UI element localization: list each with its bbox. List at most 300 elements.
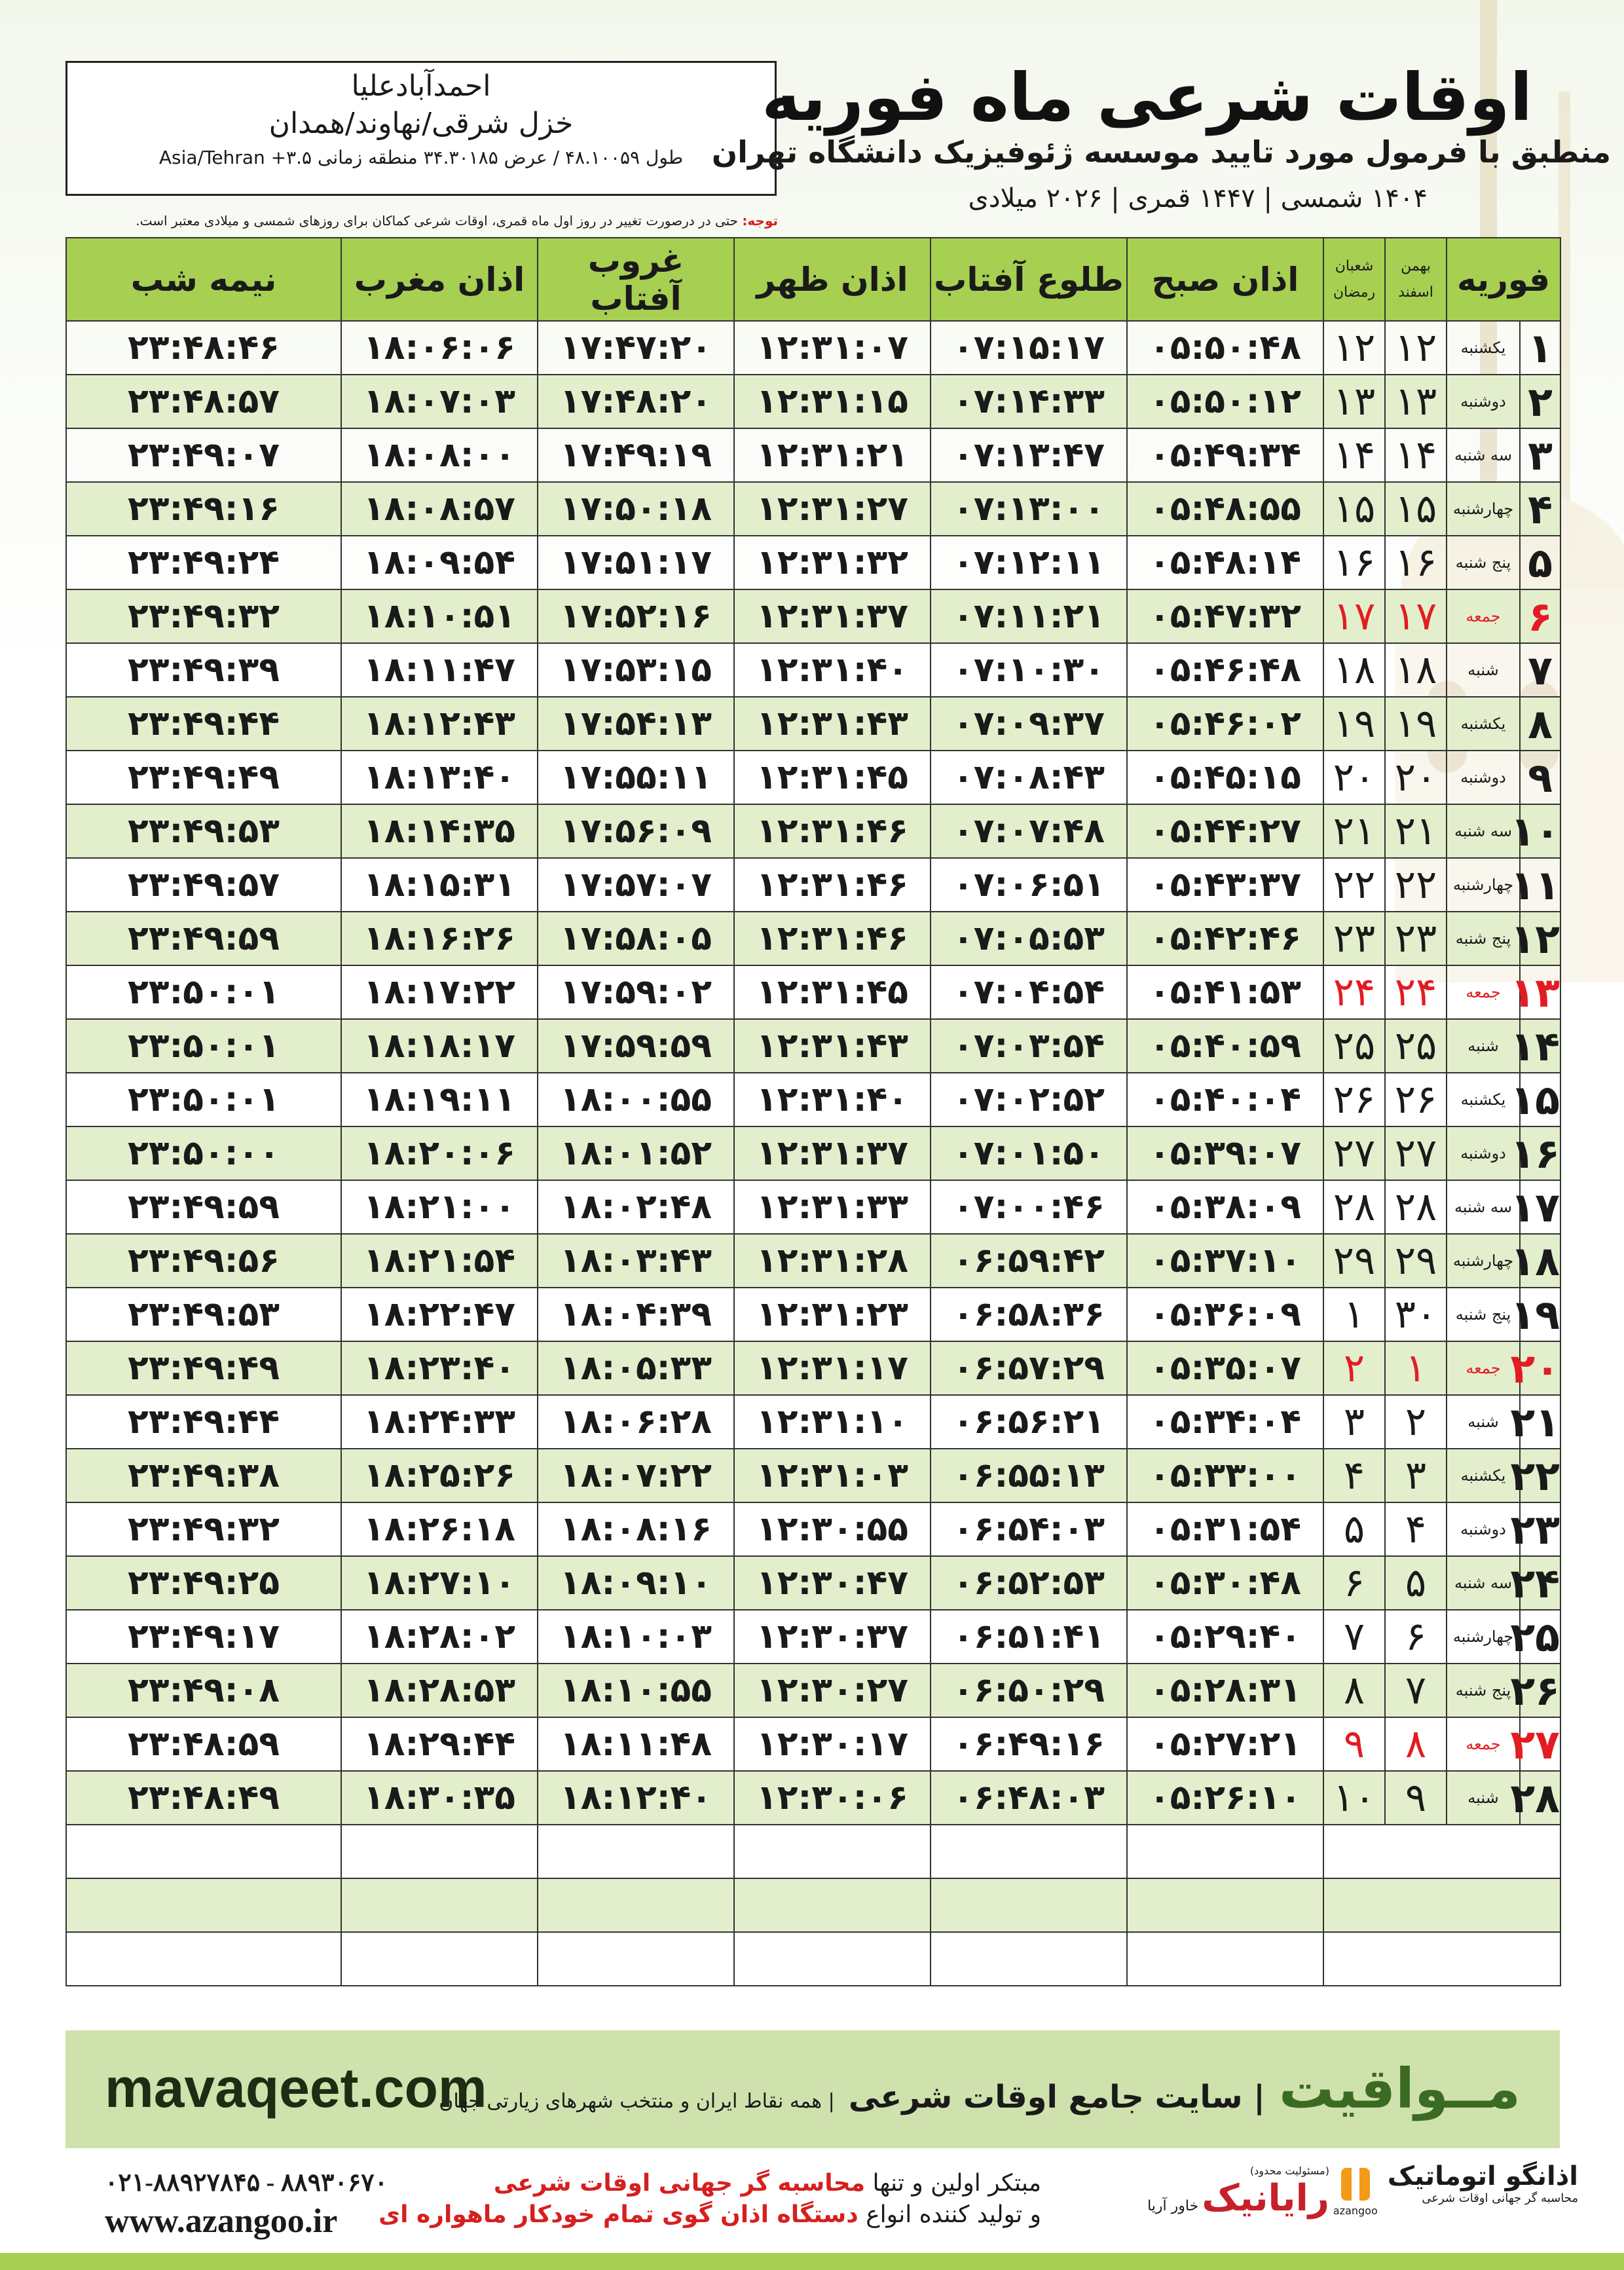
table-header-row [66, 238, 1560, 321]
midnight-time: ۲۳:۴۹:۵۶ [66, 1234, 341, 1288]
dhuhr-time: ۱۲:۳۱:۱۷ [734, 1341, 931, 1395]
qamari-day: ۶ [1323, 1556, 1385, 1610]
table-row [66, 1234, 1560, 1288]
sunrise-time: ۰۷:۰۱:۵۰ [931, 1126, 1127, 1180]
col-qamari-bottom: رمضان [1333, 284, 1376, 301]
weekday: دوشنبه [1447, 1502, 1520, 1556]
table-row [66, 482, 1560, 536]
day-number: ۴ [1520, 482, 1560, 536]
fajr-time: ۰۵:۲۶:۱۰ [1127, 1771, 1323, 1825]
table-row [66, 1556, 1560, 1610]
qamari-day: ۲۶ [1323, 1073, 1385, 1126]
shamsi-day: ۶ [1385, 1610, 1447, 1664]
sunset-time: ۱۸:۰۱:۵۲ [538, 1126, 734, 1180]
maghrib-time: ۱۸:۲۳:۴۰ [341, 1341, 538, 1395]
day-number: ۹ [1520, 751, 1560, 804]
weekday: سه شنبه [1447, 1556, 1520, 1610]
qamari-day: ۱۳ [1323, 375, 1385, 428]
qamari-day: ۲۱ [1323, 804, 1385, 858]
weekday: یکشنبه [1447, 697, 1520, 751]
qamari-day: ۱۷ [1323, 589, 1385, 643]
qamari-day: ۱۰ [1323, 1771, 1385, 1825]
maghrib-time: ۱۸:۲۴:۳۳ [341, 1395, 538, 1449]
sunrise-time: ۰۶:۵۲:۵۳ [931, 1556, 1127, 1610]
shamsi-day: ۳۰ [1385, 1288, 1447, 1341]
shamsi-day: ۲۰ [1385, 751, 1447, 804]
shamsi-day: ۲۹ [1385, 1234, 1447, 1288]
shamsi-day: ۱۲ [1385, 321, 1447, 375]
day-number: ۲۰ [1520, 1341, 1560, 1395]
maghrib-time: ۱۸:۲۸:۵۳ [341, 1664, 538, 1717]
sunset-time: ۱۸:۱۲:۴۰ [538, 1771, 734, 1825]
maghrib-time: ۱۸:۱۳:۴۰ [341, 751, 538, 804]
table-body [66, 321, 1560, 1986]
dhuhr-time: ۱۲:۳۱:۴۳ [734, 697, 931, 751]
empty-cell [1323, 1878, 1560, 1932]
sunrise-time: ۰۷:۱۵:۱۷ [931, 321, 1127, 375]
empty-row [66, 1825, 1560, 1878]
sunrise-time: ۰۷:۰۴:۵۴ [931, 965, 1127, 1019]
table-row [66, 1449, 1560, 1502]
table-row [66, 1395, 1560, 1449]
prayer-times-table [65, 237, 1561, 1986]
weekday: دوشنبه [1447, 751, 1520, 804]
day-number: ۲۷ [1520, 1717, 1560, 1771]
site-url-link[interactable]: mavaqeet.com [105, 2057, 487, 2119]
weekday: جمعه [1447, 1341, 1520, 1395]
fajr-time: ۰۵:۳۵:۰۷ [1127, 1341, 1323, 1395]
dhuhr-time: ۱۲:۳۱:۱۰ [734, 1395, 931, 1449]
day-number: ۲۶ [1520, 1664, 1560, 1717]
empty-cell [1323, 1932, 1560, 1986]
midnight-time: ۲۳:۴۹:۴۴ [66, 1395, 341, 1449]
fajr-time: ۰۵:۴۱:۵۳ [1127, 965, 1323, 1019]
maghrib-time: ۱۸:۲۲:۴۷ [341, 1288, 538, 1341]
shamsi-day: ۸ [1385, 1717, 1447, 1771]
sunset-time: ۱۸:۰۵:۳۳ [538, 1341, 734, 1395]
sunset-time: ۱۷:۵۷:۰۷ [538, 858, 734, 912]
sunrise-time: ۰۷:۱۰:۳۰ [931, 643, 1127, 697]
empty-cell [931, 1825, 1127, 1878]
sunset-time: ۱۷:۴۸:۲۰ [538, 375, 734, 428]
midnight-time: ۲۳:۴۹:۵۷ [66, 858, 341, 912]
weekday: سه شنبه [1447, 428, 1520, 482]
shamsi-day: ۱۴ [1385, 428, 1447, 482]
col-midnight: نیمه شب [66, 238, 341, 321]
qamari-day: ۱۶ [1323, 536, 1385, 589]
azangoo-emblem [1333, 2161, 1378, 2217]
weekday: چهارشنبه [1447, 1234, 1520, 1288]
rayanik-top: (مسئولیت محدود) [1249, 2165, 1329, 2177]
maghrib-time: ۱۸:۳۰:۳۵ [341, 1771, 538, 1825]
midnight-time: ۲۳:۴۹:۱۶ [66, 482, 341, 536]
sunset-time: ۱۷:۵۱:۱۷ [538, 536, 734, 589]
table-row [66, 1126, 1560, 1180]
sunset-time: ۱۸:۰۳:۴۳ [538, 1234, 734, 1288]
qamari-day: ۷ [1323, 1610, 1385, 1664]
midnight-time: ۲۳:۴۸:۴۹ [66, 1771, 341, 1825]
sunset-time: ۱۷:۵۵:۱۱ [538, 751, 734, 804]
col-dhuhr: اذان ظهر [734, 238, 931, 321]
midnight-time: ۲۳:۴۹:۵۹ [66, 1180, 341, 1234]
location-box [65, 61, 777, 196]
sunrise-time: ۰۷:۰۳:۵۴ [931, 1019, 1127, 1073]
fajr-time: ۰۵:۳۷:۱۰ [1127, 1234, 1323, 1288]
shamsi-day: ۱۵ [1385, 482, 1447, 536]
day-number: ۲۵ [1520, 1610, 1560, 1664]
sunset-time: ۱۷:۵۸:۰۵ [538, 912, 734, 965]
qamari-day: ۲۵ [1323, 1019, 1385, 1073]
maghrib-time: ۱۸:۰۶:۰۶ [341, 321, 538, 375]
table-row [66, 697, 1560, 751]
fajr-time: ۰۵:۳۹:۰۷ [1127, 1126, 1323, 1180]
sunrise-time: ۰۷:۰۵:۵۳ [931, 912, 1127, 965]
maghrib-time: ۱۸:۲۱:۰۰ [341, 1180, 538, 1234]
table-row [66, 1180, 1560, 1234]
qamari-day: ۲۹ [1323, 1234, 1385, 1288]
day-number: ۳ [1520, 428, 1560, 482]
midnight-time: ۲۳:۴۹:۳۹ [66, 643, 341, 697]
weekday: سه شنبه [1447, 1180, 1520, 1234]
weekday: چهارشنبه [1447, 858, 1520, 912]
sunrise-time: ۰۶:۵۰:۲۹ [931, 1664, 1127, 1717]
weekday: سه شنبه [1447, 804, 1520, 858]
shamsi-day: ۳ [1385, 1449, 1447, 1502]
midnight-time: ۲۳:۴۹:۳۲ [66, 1502, 341, 1556]
shamsi-day: ۲۱ [1385, 804, 1447, 858]
dhuhr-time: ۱۲:۳۱:۴۳ [734, 1019, 931, 1073]
sunrise-time: ۰۷:۱۳:۴۷ [931, 428, 1127, 482]
day-number: ۲۴ [1520, 1556, 1560, 1610]
weekday: جمعه [1447, 1717, 1520, 1771]
weekday: شنبه [1447, 643, 1520, 697]
maghrib-time: ۱۸:۲۶:۱۸ [341, 1502, 538, 1556]
weekday: دوشنبه [1447, 1126, 1520, 1180]
shamsi-day: ۹ [1385, 1771, 1447, 1825]
empty-cell [538, 1878, 734, 1932]
day-number: ۱۱ [1520, 858, 1560, 912]
shamsi-day: ۲۲ [1385, 858, 1447, 912]
sunrise-time: ۰۶:۵۶:۲۱ [931, 1395, 1127, 1449]
midnight-time: ۲۳:۴۹:۲۴ [66, 536, 341, 589]
weekday: شنبه [1447, 1019, 1520, 1073]
maghrib-time: ۱۸:۰۸:۵۷ [341, 482, 538, 536]
col-qamari [1323, 238, 1385, 321]
dhuhr-time: ۱۲:۳۱:۴۶ [734, 858, 931, 912]
table-row [66, 1664, 1560, 1717]
table-row [66, 1073, 1560, 1126]
sunrise-time: ۰۷:۰۰:۴۶ [931, 1180, 1127, 1234]
col-shamsi-top: بهمن [1401, 257, 1431, 274]
dhuhr-time: ۱۲:۳۰:۰۶ [734, 1771, 931, 1825]
fajr-time: ۰۵:۵۰:۴۸ [1127, 321, 1323, 375]
midnight-time: ۲۳:۵۰:۰۱ [66, 1073, 341, 1126]
midnight-time: ۲۳:۴۹:۴۹ [66, 1341, 341, 1395]
dhuhr-time: ۱۲:۳۱:۳۷ [734, 589, 931, 643]
midnight-time: ۲۳:۴۹:۰۷ [66, 428, 341, 482]
col-sunrise: طلوع آفتاب [931, 238, 1127, 321]
table-row [66, 804, 1560, 858]
empty-cell [341, 1825, 538, 1878]
col-qamari-top: شعبان [1335, 257, 1374, 274]
table-row [66, 1288, 1560, 1341]
dhuhr-time: ۱۲:۳۱:۲۸ [734, 1234, 931, 1288]
fajr-time: ۰۵:۴۹:۳۴ [1127, 428, 1323, 482]
empty-cell [1127, 1878, 1323, 1932]
empty-row [66, 1932, 1560, 1986]
day-number: ۱ [1520, 321, 1560, 375]
dhuhr-time: ۱۲:۳۰:۴۷ [734, 1556, 931, 1610]
sunset-time: ۱۸:۰۸:۱۶ [538, 1502, 734, 1556]
sunset-time: ۱۸:۰۹:۱۰ [538, 1556, 734, 1610]
fajr-time: ۰۵:۳۱:۵۴ [1127, 1502, 1323, 1556]
empty-cell [931, 1932, 1127, 1986]
shamsi-day: ۷ [1385, 1664, 1447, 1717]
bottom-bar [0, 2253, 1624, 2270]
sunrise-time: ۰۷:۱۳:۰۰ [931, 482, 1127, 536]
brand [439, 2056, 1521, 2121]
dhuhr-time: ۱۲:۳۰:۱۷ [734, 1717, 931, 1771]
day-number: ۸ [1520, 697, 1560, 751]
qamari-day: ۲۸ [1323, 1180, 1385, 1234]
sunrise-time: ۰۶:۵۸:۳۶ [931, 1288, 1127, 1341]
shamsi-day: ۱۸ [1385, 643, 1447, 697]
col-shamsi [1385, 238, 1447, 321]
shamsi-day: ۲۶ [1385, 1073, 1447, 1126]
sunrise-time: ۰۷:۰۸:۴۳ [931, 751, 1127, 804]
table-row [66, 1502, 1560, 1556]
date-line: ۱۴۰۴ شمسی | ۱۴۴۷ قمری | ۲۰۲۶ میلادی [968, 183, 1428, 214]
dhuhr-time: ۱۲:۳۱:۲۳ [734, 1288, 931, 1341]
fajr-time: ۰۵:۴۰:۰۴ [1127, 1073, 1323, 1126]
dhuhr-time: ۱۲:۳۱:۲۷ [734, 482, 931, 536]
fajr-time: ۰۵:۳۰:۴۸ [1127, 1556, 1323, 1610]
sunrise-time: ۰۶:۵۹:۴۲ [931, 1234, 1127, 1288]
note-label: توجه: [742, 213, 778, 229]
sunrise-time: ۰۷:۰۷:۴۸ [931, 804, 1127, 858]
dhuhr-time: ۱۲:۳۱:۴۰ [734, 1073, 931, 1126]
col-month: فوریه [1447, 238, 1560, 321]
promo-line-2-b: دستگاه اذان گوی تمام خودکار ماهواره ای [378, 2201, 858, 2228]
sunset-time: ۱۷:۵۲:۱۶ [538, 589, 734, 643]
midnight-time: ۲۳:۴۹:۵۳ [66, 1288, 341, 1341]
weekday: چهارشنبه [1447, 1610, 1520, 1664]
dhuhr-time: ۱۲:۳۱:۰۳ [734, 1449, 931, 1502]
sunset-time: ۱۷:۴۹:۱۹ [538, 428, 734, 482]
fajr-time: ۰۵:۲۸:۳۱ [1127, 1664, 1323, 1717]
midnight-time: ۲۳:۴۸:۵۷ [66, 375, 341, 428]
maghrib-time: ۱۸:۰۷:۰۳ [341, 375, 538, 428]
azangoo-text [1388, 2161, 1578, 2205]
qamari-day: ۱۲ [1323, 321, 1385, 375]
day-number: ۲ [1520, 375, 1560, 428]
weekday: شنبه [1447, 1771, 1520, 1825]
weekday: یکشنبه [1447, 1073, 1520, 1126]
dhuhr-time: ۱۲:۳۰:۲۷ [734, 1664, 931, 1717]
midnight-time: ۲۳:۴۸:۴۶ [66, 321, 341, 375]
midnight-time: ۲۳:۴۹:۴۴ [66, 697, 341, 751]
footer-band [65, 2030, 1560, 2148]
sunrise-time: ۰۷:۰۲:۵۲ [931, 1073, 1127, 1126]
shamsi-day: ۴ [1385, 1502, 1447, 1556]
shamsi-day: ۲۵ [1385, 1019, 1447, 1073]
sunset-time: ۱۸:۰۰:۵۵ [538, 1073, 734, 1126]
weekday: شنبه [1447, 1395, 1520, 1449]
midnight-time: ۲۳:۴۹:۱۷ [66, 1610, 341, 1664]
empty-cell [734, 1932, 931, 1986]
table-row [66, 912, 1560, 965]
rayanik-logo [1147, 2165, 1329, 2220]
note [136, 213, 778, 229]
dhuhr-time: ۱۲:۳۰:۳۷ [734, 1610, 931, 1664]
fajr-time: ۰۵:۴۸:۵۵ [1127, 482, 1323, 536]
midnight-time: ۲۳:۴۹:۳۲ [66, 589, 341, 643]
table-row [66, 1610, 1560, 1664]
promo-line-2-a: و تولید کننده انواع [866, 2201, 1041, 2228]
maghrib-time: ۱۸:۱۱:۴۷ [341, 643, 538, 697]
sunrise-time: ۰۶:۴۸:۰۳ [931, 1771, 1127, 1825]
day-number: ۱۰ [1520, 804, 1560, 858]
weekday: یکشنبه [1447, 1449, 1520, 1502]
sunset-time: ۱۸:۱۰:۵۵ [538, 1664, 734, 1717]
dhuhr-time: ۱۲:۳۱:۱۵ [734, 375, 931, 428]
day-number: ۵ [1520, 536, 1560, 589]
fajr-time: ۰۵:۳۳:۰۰ [1127, 1449, 1323, 1502]
shamsi-day: ۲۳ [1385, 912, 1447, 965]
rayanik-name: رایانیک [1202, 2177, 1329, 2220]
empty-cell [1127, 1932, 1323, 1986]
maghrib-time: ۱۸:۱۵:۳۱ [341, 858, 538, 912]
location-name: احمدآبادعلیا [351, 69, 491, 103]
empty-cell [931, 1878, 1127, 1932]
col-shamsi-bottom: اسفند [1398, 284, 1433, 301]
sunset-time: ۱۷:۵۹:۵۹ [538, 1019, 734, 1073]
midnight-time: ۲۳:۴۹:۳۸ [66, 1449, 341, 1502]
shamsi-day: ۱۷ [1385, 589, 1447, 643]
qamari-day: ۸ [1323, 1664, 1385, 1717]
fajr-time: ۰۵:۴۳:۳۷ [1127, 858, 1323, 912]
day-number: ۲۲ [1520, 1449, 1560, 1502]
fajr-time: ۰۵:۴۰:۵۹ [1127, 1019, 1323, 1073]
phone-numbers: ۰۲۱-۸۸۹۲۷۸۴۵ - ۸۸۹۳۰۶۷۰ [105, 2169, 388, 2197]
midnight-time: ۲۳:۴۹:۲۵ [66, 1556, 341, 1610]
dhuhr-time: ۱۲:۳۱:۳۳ [734, 1180, 931, 1234]
table-row [66, 321, 1560, 375]
fajr-time: ۰۵:۴۷:۳۲ [1127, 589, 1323, 643]
qamari-day: ۹ [1323, 1717, 1385, 1771]
sunset-time: ۱۷:۴۷:۲۰ [538, 321, 734, 375]
fajr-time: ۰۵:۴۶:۴۸ [1127, 643, 1323, 697]
table-row [66, 1341, 1560, 1395]
brand-logo: مــواقیت [1278, 2056, 1521, 2121]
qamari-day: ۳ [1323, 1395, 1385, 1449]
sunset-time: ۱۸:۱۱:۴۸ [538, 1717, 734, 1771]
empty-cell [1323, 1825, 1560, 1878]
empty-cell [1127, 1825, 1323, 1878]
qamari-day: ۲۲ [1323, 858, 1385, 912]
maghrib-time: ۱۸:۲۹:۴۴ [341, 1717, 538, 1771]
fajr-time: ۰۵:۳۶:۰۹ [1127, 1288, 1323, 1341]
maghrib-time: ۱۸:۲۵:۲۶ [341, 1449, 538, 1502]
qamari-day: ۲۰ [1323, 751, 1385, 804]
qamari-day: ۱۵ [1323, 482, 1385, 536]
sunrise-time: ۰۷:۱۴:۳۳ [931, 375, 1127, 428]
day-number: ۲۸ [1520, 1771, 1560, 1825]
maghrib-time: ۱۸:۱۴:۳۵ [341, 804, 538, 858]
weekday: جمعه [1447, 965, 1520, 1019]
azangoo-latin: azangoo [1333, 2205, 1378, 2217]
midnight-time: ۲۳:۴۹:۵۹ [66, 912, 341, 965]
sunset-time: ۱۷:۵۶:۰۹ [538, 804, 734, 858]
fajr-time: ۰۵:۴۸:۱۴ [1127, 536, 1323, 589]
fajr-time: ۰۵:۳۸:۰۹ [1127, 1180, 1323, 1234]
page-subtitle: منطبق با فرمول مورد تایید موسسه ژئوفیزیک دانشگاه تهران [711, 134, 1611, 170]
qamari-day: ۴ [1323, 1449, 1385, 1502]
qamari-day: ۵ [1323, 1502, 1385, 1556]
sunrise-time: ۰۶:۵۴:۰۳ [931, 1502, 1127, 1556]
fajr-time: ۰۵:۴۵:۱۵ [1127, 751, 1323, 804]
empty-cell [66, 1932, 341, 1986]
empty-cell [66, 1878, 341, 1932]
day-number: ۱۲ [1520, 912, 1560, 965]
weekday: جمعه [1447, 589, 1520, 643]
shamsi-day: ۱ [1385, 1341, 1447, 1395]
shamsi-day: ۲۷ [1385, 1126, 1447, 1180]
qamari-day: ۲ [1323, 1341, 1385, 1395]
azangoo-website-link[interactable]: www.azangoo.ir [105, 2203, 338, 2240]
sunset-time: ۱۸:۰۶:۲۸ [538, 1395, 734, 1449]
dhuhr-time: ۱۲:۳۰:۵۵ [734, 1502, 931, 1556]
sunrise-time: ۰۶:۵۵:۱۳ [931, 1449, 1127, 1502]
day-number: ۱۸ [1520, 1234, 1560, 1288]
dhuhr-time: ۱۲:۳۱:۳۲ [734, 536, 931, 589]
sunrise-time: ۰۷:۱۱:۲۱ [931, 589, 1127, 643]
table-row [66, 375, 1560, 428]
empty-cell [538, 1932, 734, 1986]
sunset-time: ۱۷:۵۰:۱۸ [538, 482, 734, 536]
fajr-time: ۰۵:۴۲:۴۶ [1127, 912, 1323, 965]
midnight-time: ۲۳:۵۰:۰۱ [66, 965, 341, 1019]
azangoo-logo [1333, 2161, 1578, 2217]
qamari-day: ۲۳ [1323, 912, 1385, 965]
table-row [66, 751, 1560, 804]
qamari-day: ۱ [1323, 1288, 1385, 1341]
table-row [66, 428, 1560, 482]
azangoo-name: اذانگو اتوماتیک [1387, 2161, 1578, 2191]
qamari-day: ۱۴ [1323, 428, 1385, 482]
col-maghrib: اذان مغرب [341, 238, 538, 321]
sunset-time: ۱۸:۰۷:۲۲ [538, 1449, 734, 1502]
shamsi-day: ۲۴ [1385, 965, 1447, 1019]
sunset-time: ۱۸:۰۲:۴۸ [538, 1180, 734, 1234]
table-row [66, 536, 1560, 589]
maghrib-time: ۱۸:۲۰:۰۶ [341, 1126, 538, 1180]
table-row [66, 858, 1560, 912]
day-number: ۲۳ [1520, 1502, 1560, 1556]
dhuhr-time: ۱۲:۳۱:۴۵ [734, 751, 931, 804]
table-row [66, 589, 1560, 643]
table-row [66, 1019, 1560, 1073]
dhuhr-time: ۱۲:۳۱:۴۰ [734, 643, 931, 697]
sunrise-time: ۰۷:۰۶:۵۱ [931, 858, 1127, 912]
weekday: دوشنبه [1447, 375, 1520, 428]
fajr-time: ۰۵:۳۴:۰۴ [1127, 1395, 1323, 1449]
sunset-time: ۱۸:۰۴:۳۹ [538, 1288, 734, 1341]
midnight-time: ۲۳:۴۹:۵۳ [66, 804, 341, 858]
qamari-day: ۱۹ [1323, 697, 1385, 751]
fajr-time: ۰۵:۵۰:۱۲ [1127, 375, 1323, 428]
empty-cell [341, 1932, 538, 1986]
